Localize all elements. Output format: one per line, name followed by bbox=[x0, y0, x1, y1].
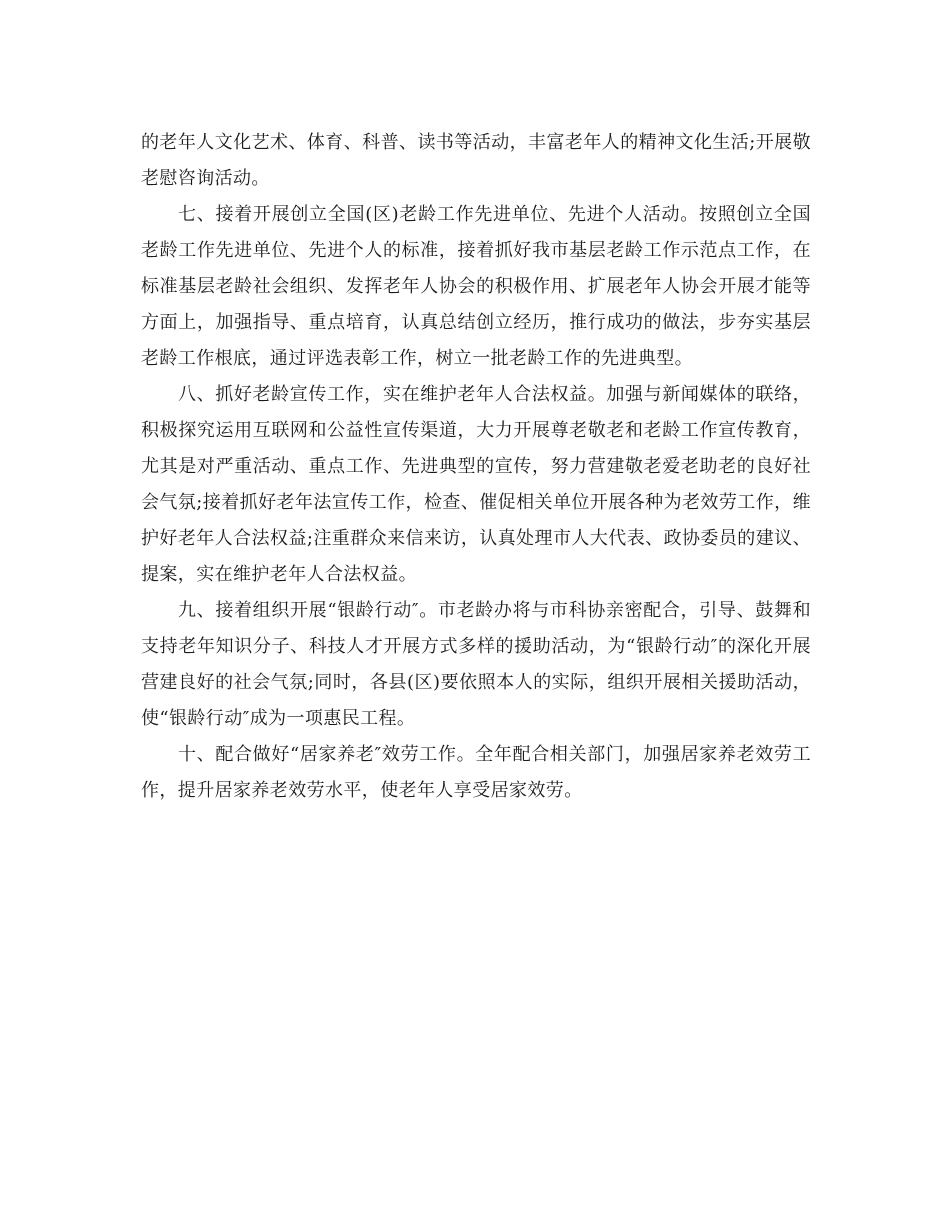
paragraph-item-9: 九、接着组织开展“银龄行动″。市老龄办将与市科协亲密配合，引导、鼓舞和支持老年知识分子、科技人才开展方式多样的援助活动，为“银龄行动″的深化开展营建良好的社会气氛;同时，各县(区)要依照本人的实际，组织开展相关援助活动，使“银龄行动″成为一项惠民工程。 bbox=[141, 600, 811, 729]
paragraph-item-7: 七、接着开展创立全国(区)老龄工作先进单位、先进个人活动。按照创立全国老龄工作先进单位、先进个人的标准，接着抓好我市基层老龄工作示范点工作，在标准基层老龄社会组织、发挥老年人协会的积极作用、扩展老年人协会开展才能等方面上，加强指导、重点培育，认真总结创立经历，推行成功的做法，步夯实基层老龄工作根底，通过评选表彰工作，树立一批老龄工作的先进典型。 bbox=[141, 204, 811, 369]
document-body bbox=[141, 125, 811, 809]
paragraph-item-10: 十、配合做好“居家养老″效劳工作。全年配合相关部门，加强居家养老效劳工作，提升居家养老效劳水平，使老年人享受居家效劳。 bbox=[141, 744, 811, 801]
paragraph-continuation: 的老年人文化艺术、体育、科普、读书等活动，丰富老年人的精神文化生活;开展敬老慰咨询活动。 bbox=[141, 132, 811, 189]
paragraph-item-8: 八、抓好老龄宣传工作，实在维护老年人合法权益。加强与新闻媒体的联络，积极探究运用互联网和公益性宣传渠道，大力开展尊老敬老和老龄工作宣传教育，尤其是对严重活动、重点工作、先进典型的宣传，努力营建敬老爱老助老的良好社会气氛;接着抓好老年法宣传工作，检查、催促相关单位开展各种为老效劳工作，维护好老年人合法权益;注重群众来信来访，认真处理市人大代表、政协委员的建议、提案，实在维护老年人合法权益。 bbox=[141, 384, 811, 585]
